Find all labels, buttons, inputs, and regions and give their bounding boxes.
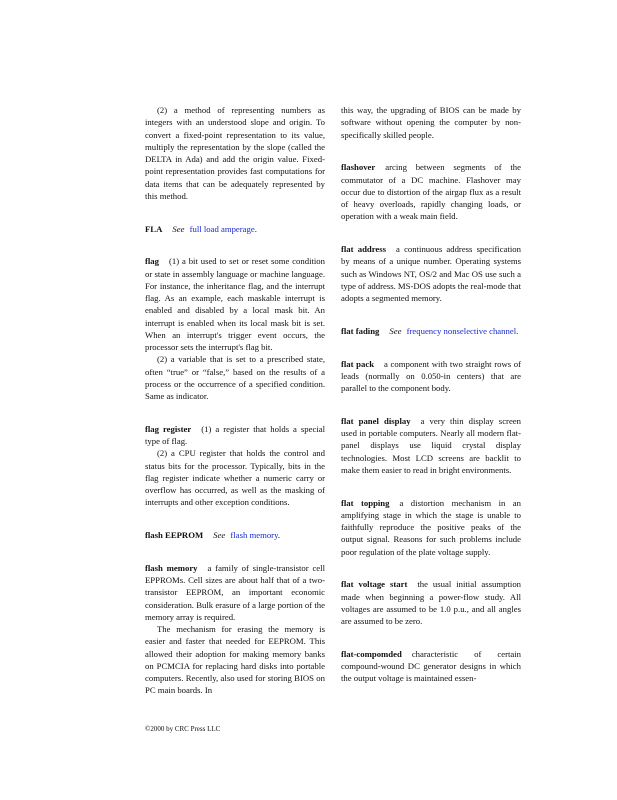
entry-flat-voltage-start <box>341 578 521 627</box>
definition-text: characteristic of certain compound-wound DC generator designs in which the output voltage is maintained essen- <box>341 648 521 684</box>
definition-text: (2) a CPU register that holds the control and status bits for the processor. Typically, bits in the flag register indicate whether a numeric carry or overflow has occurred, as well as the masking of interrupts and other exception conditions. <box>145 448 325 508</box>
entry-flat-address <box>341 243 521 304</box>
entry-term: flat-compomded <box>341 648 402 659</box>
definition-text: (2) a method of representing numbers as integers with an understood slope and origin. To convert a fixed-point representation to its value, multiply the representation by the slope (called the DELTA in Ada) and add the origin value. Fixed-point representation provides fast computations for data items that can be adequately represented by this method. <box>145 105 325 201</box>
entry-term: flash EEPROM <box>145 530 204 540</box>
entry-term: flag register <box>145 423 192 434</box>
entry-term: flat pack <box>341 358 375 369</box>
entry-flat-pack <box>341 358 521 395</box>
punctuation: . <box>254 223 257 234</box>
entry-flat-fading <box>341 325 521 337</box>
entry-flash-eeprom <box>145 529 325 541</box>
entry-flat-compomded <box>341 648 521 685</box>
definition-text: (2) a variable that is set to a prescribed state, often “true” or “false,” based on the results of a process or the occurrence of a specified condition. Same as indicator. <box>145 354 325 401</box>
definition-text: the usual initial assumption made when beginning a power-flow study. All voltages are assumed to be 1.0 p.u., and all angles are assumed to be zero. <box>341 579 522 626</box>
definition-text: a distortion mechanism in an amplifying stage in which the stage is unable to faithfully reproduce the positive peaks of the output signal. Reasons for such problems include poor regulation of the plate voltage supply. <box>341 497 521 557</box>
entry-term: flat address <box>341 244 387 254</box>
entry-term: flat topping <box>341 497 390 508</box>
right-column <box>341 104 521 705</box>
entry-flash-memory-continuation <box>341 104 521 141</box>
definition-text: a component with two straight rows of leads (normally on 0.050-in centers) that are parallel to the component body. <box>341 358 521 393</box>
entry-term: flash memory <box>145 562 198 573</box>
entry-term: flag <box>145 256 159 267</box>
see-label: See <box>389 325 402 336</box>
definition-text: The mechanism for erasing the memory is easier and faster that needed for EEPROM. This allowed their adoption for making memory banks on PCMCIA for replacing hard disks into portable computers. Recently, also used for storing BIOS on PC main boards. In <box>145 624 325 696</box>
see-label: See <box>172 223 185 234</box>
entry-term: flat panel display <box>341 415 411 426</box>
entry-flash-memory <box>145 562 325 697</box>
entry-fixed-point-continuation <box>145 104 325 202</box>
entry-fla <box>145 223 325 235</box>
punctuation: . <box>277 530 281 540</box>
entry-term: flat voltage start <box>341 579 408 590</box>
definition-text: (1) a bit used to set or reset some condition or state in assembly language or machine language. For instance, the inheritance flag, and the interrupt flag. As an example, each maskable interrupt is enabled and disabled by a local mask bit. An interrupt is enabled when its local mask bit is set. When an interrupt's trigger event occurs, the processor sets the interrupt's flag bit. <box>145 256 325 352</box>
entry-term: FLA <box>145 223 163 234</box>
cross-reference-link[interactable]: flash memory <box>230 530 278 540</box>
definition-text: (1) a register that holds a special type of flag. <box>145 423 325 446</box>
entry-flat-topping <box>341 497 521 558</box>
definition-text: arcing between segments of the commutator of a DC machine. Flashover may occur due to distortion of the airgap flux as a result of heavy overloads, rapidly changing loads, or operation with a weak main field. <box>341 162 521 222</box>
left-column <box>145 104 325 717</box>
entry-term: flat fading <box>341 325 380 336</box>
see-label: See <box>213 530 226 540</box>
copyright-footer: ©2000 by CRC Press LLC <box>145 725 221 733</box>
definition-text: a family of single-transistor cell EPPROMs. Cell sizes are about half that of a two-transistor EEPROM, an important economic consideration. Bulk erasure of a large portion of the memory array is required. <box>145 562 325 622</box>
definition-text: a very thin display screen used in portable computers. Nearly all modern flat-panel displays use liquid crystal display technologies. Most LCD screens are backlit to make them easier to read in bright environments. <box>341 415 521 475</box>
definition-text: this way, the upgrading of BIOS can be made by software without opening the computer by non-specifically skilled people. <box>341 105 521 140</box>
entry-flag-register <box>145 423 325 509</box>
entry-term: flashover <box>341 162 376 173</box>
punctuation: . <box>516 325 519 336</box>
cross-reference-link[interactable]: full load amperage <box>189 223 255 234</box>
entry-flat-panel-display <box>341 415 521 476</box>
entry-flashover <box>341 161 521 222</box>
entry-flag <box>145 255 325 402</box>
definition-text: a continuous address specification by means of a unique number. Operating systems such as Windows NT, OS/2 and Mac OS use such a type of address. MS-DOS adopts the real-mode that adopts a segmented memory. <box>341 244 521 303</box>
cross-reference-link[interactable]: frequency nonselective channel <box>406 325 517 336</box>
